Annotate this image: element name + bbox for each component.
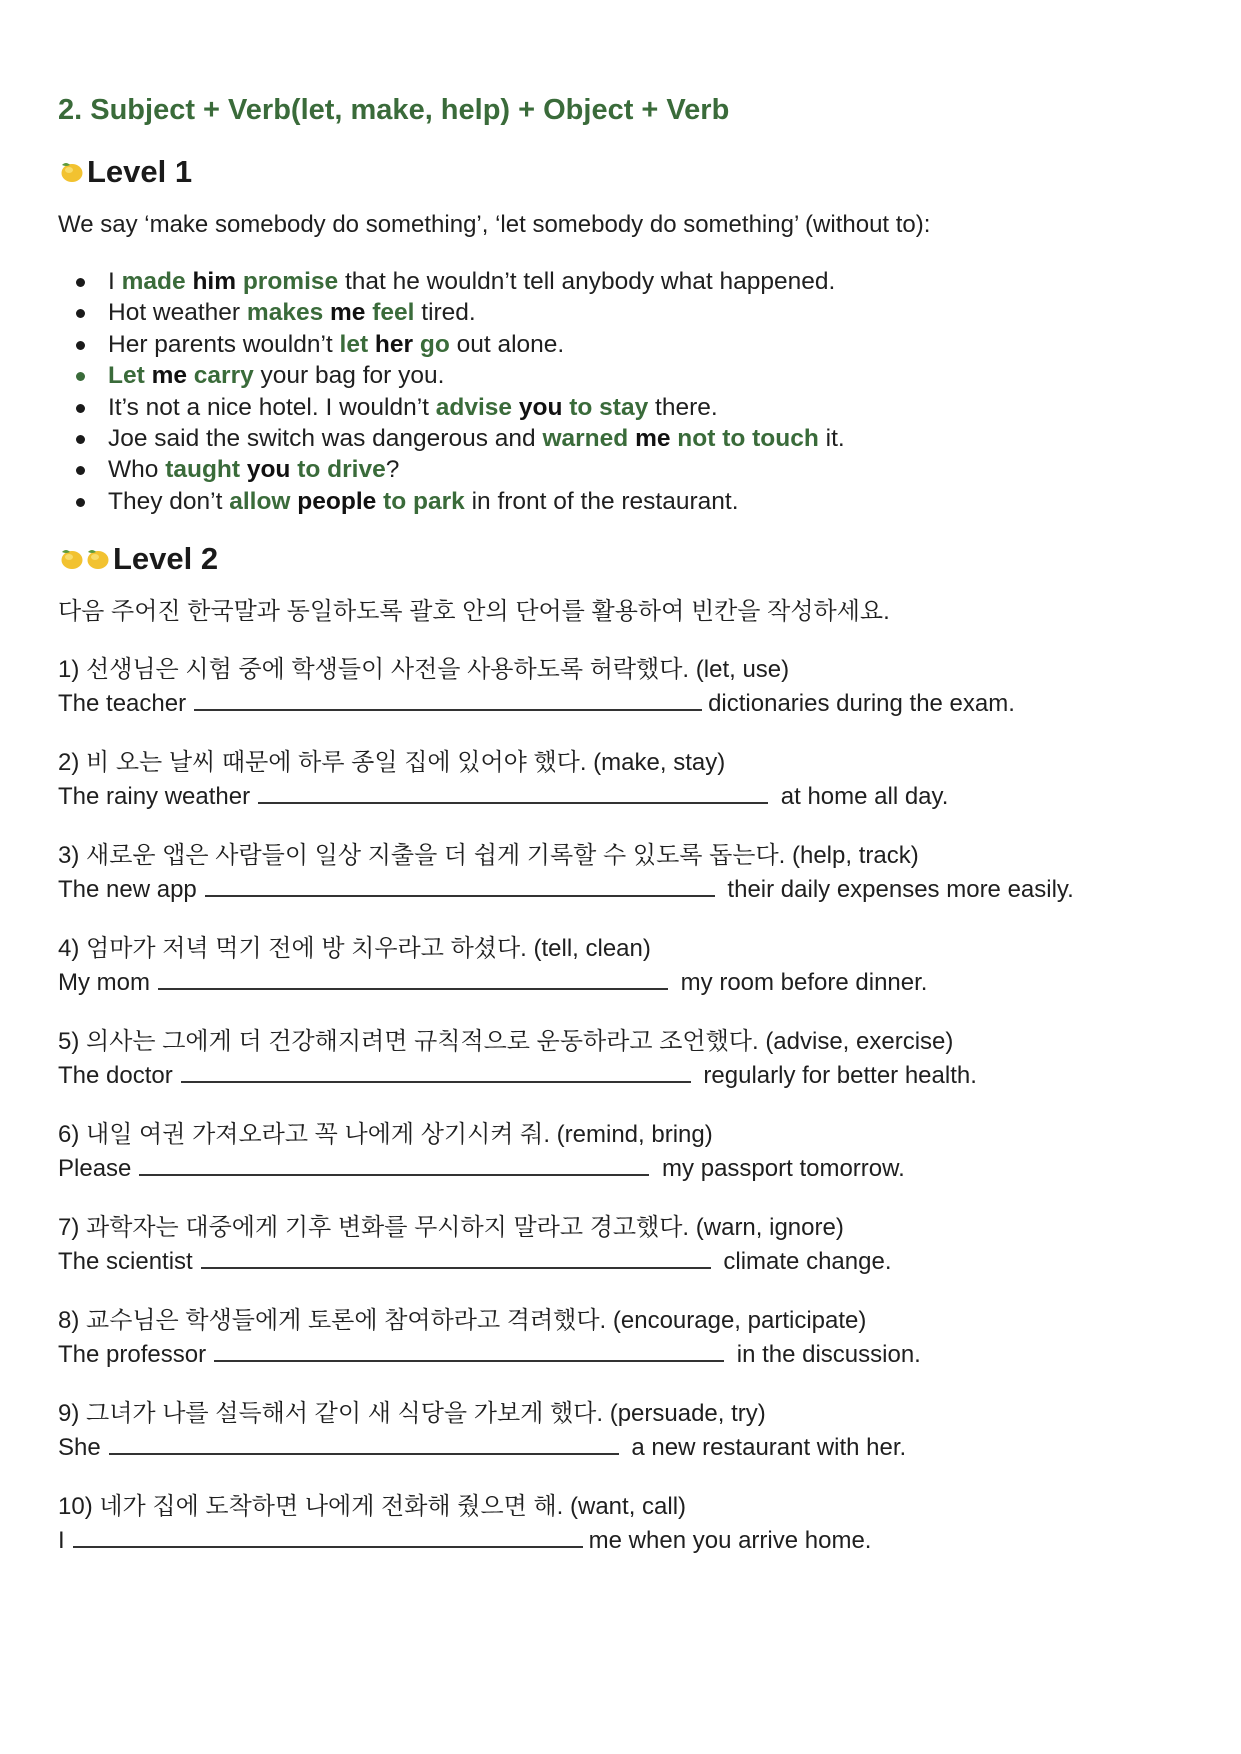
verb-highlight: makes — [246, 299, 324, 327]
question-prompt: 5) 의사는 그에게 더 건강해지려면 규칙적으로 운동하라고 조언했다. (advise, exercise) — [58, 1028, 954, 1056]
question-list — [58, 653, 1188, 1558]
answer-line — [58, 1245, 1188, 1279]
sentence-end: regularly for better health. — [696, 1062, 977, 1090]
question-3 — [58, 839, 1188, 907]
sentence-start: Please — [58, 1155, 132, 1183]
answer-blank[interactable] — [258, 780, 768, 804]
verb-highlight: let — [339, 330, 369, 358]
example-text — [323, 299, 330, 326]
question-5 — [58, 1025, 1188, 1093]
sentence-start: I — [58, 1527, 65, 1555]
section-title: 2. Subject + Verb(let, make, help) + Object + Verb — [58, 94, 730, 126]
example-text: your bag for you. — [253, 362, 445, 390]
verb-highlight: go — [419, 330, 450, 358]
verb-highlight: taught — [165, 456, 241, 484]
worksheet-page — [58, 90, 1188, 1583]
answer-blank[interactable] — [73, 1524, 583, 1548]
question-8 — [58, 1304, 1188, 1372]
example-list — [58, 266, 1188, 517]
level2-instruction: 다음 주어진 한국말과 동일하도록 괄호 안의 단어를 활용하여 빈칸을 작성하세요. — [58, 598, 890, 626]
sentence-end: at home all day. — [774, 783, 949, 811]
example-text: I — [108, 268, 122, 295]
object-highlight: me — [151, 362, 187, 390]
bullet-icon — [76, 498, 85, 507]
level2-heading — [58, 539, 1188, 579]
question-2 — [58, 746, 1188, 814]
example-item — [76, 297, 1188, 328]
sentence-start: The rainy weather — [58, 783, 251, 811]
question-prompt: 2) 비 오는 날씨 때문에 하루 종일 집에 있어야 했다. (make, stay) — [58, 749, 726, 777]
answer-blank[interactable] — [139, 1152, 649, 1176]
example-text: tired. — [414, 299, 476, 327]
bullet-icon — [76, 309, 85, 318]
lemon-icon-group — [58, 547, 110, 571]
lemon-icon-group — [58, 160, 84, 184]
bullet-icon — [76, 341, 85, 350]
answer-line — [58, 687, 1188, 721]
example-item — [76, 423, 1188, 454]
lemon-icon — [58, 547, 84, 571]
example-item — [76, 329, 1188, 360]
answer-blank[interactable] — [205, 873, 715, 897]
question-prompt: 10) 네가 집에 도착하면 나에게 전화해 줬으면 해. (want, call) — [58, 1493, 687, 1521]
verb-highlight: to park — [383, 487, 465, 515]
object-highlight: her — [374, 330, 414, 358]
answer-blank[interactable] — [158, 966, 668, 990]
answer-line — [58, 1431, 1188, 1465]
question-prompt: 4) 엄마가 저녁 먹기 전에 방 치우라고 하셨다. (tell, clean) — [58, 935, 651, 963]
question-prompt: 3) 새로운 앱은 사람들이 일상 지출을 더 쉽게 기록할 수 있도록 돕는다. (help, track) — [58, 842, 919, 870]
object-highlight: you — [518, 393, 563, 421]
question-1 — [58, 653, 1188, 721]
sentence-start: The teacher — [58, 690, 187, 718]
example-text: there. — [648, 393, 718, 421]
example-text: that he wouldn’t tell anybody what happened. — [338, 268, 836, 295]
sentence-start: The new app — [58, 876, 197, 904]
example-text: Hot weather — [108, 299, 247, 327]
question-4 — [58, 932, 1188, 1000]
answer-line — [58, 1524, 1188, 1558]
answer-line — [58, 873, 1188, 907]
question-prompt: 8) 교수님은 학생들에게 토론에 참여하라고 격려했다. (encourage, participate) — [58, 1307, 867, 1335]
example-text: ? — [385, 456, 400, 484]
verb-highlight: to stay — [569, 393, 649, 421]
sentence-end: a new restaurant with her. — [624, 1434, 907, 1462]
sentence-end: climate change. — [716, 1248, 892, 1276]
question-7 — [58, 1211, 1188, 1279]
answer-blank[interactable] — [201, 1245, 711, 1269]
lemon-icon — [84, 547, 110, 571]
sentence-start: She — [58, 1434, 101, 1462]
sentence-start: The professor — [58, 1341, 207, 1369]
sentence-end: my passport tomorrow. — [655, 1155, 905, 1183]
bullet-icon — [76, 435, 85, 444]
object-highlight: people — [297, 487, 377, 515]
verb-highlight: not to touch — [677, 425, 819, 453]
question-prompt: 9) 그녀가 나를 설득해서 같이 새 식당을 가보게 했다. (persuade, try) — [58, 1400, 766, 1428]
sentence-end: dictionaries during the exam. — [708, 690, 1015, 718]
example-text: in front of the restaurant. — [464, 487, 739, 515]
question-6 — [58, 1118, 1188, 1186]
answer-line — [58, 1152, 1188, 1186]
sentence-start: My mom — [58, 969, 150, 997]
example-text: Joe said the switch was dangerous and — [108, 425, 543, 453]
sentence-end: my room before dinner. — [674, 969, 928, 997]
example-text — [413, 331, 420, 358]
level2-title: Level 2 — [113, 541, 219, 577]
question-prompt: 6) 내일 여권 가져오라고 꼭 나에게 상기시켜 줘. (remind, bring) — [58, 1121, 713, 1149]
answer-blank[interactable] — [214, 1338, 724, 1362]
verb-highlight: Let — [108, 362, 145, 390]
example-text: They don’t — [108, 487, 230, 515]
answer-line — [58, 780, 1188, 814]
answer-line — [58, 1059, 1188, 1093]
verb-highlight: to drive — [297, 456, 386, 484]
object-highlight: me — [330, 299, 366, 327]
example-text — [240, 456, 247, 483]
example-text — [145, 362, 152, 389]
example-item — [76, 454, 1188, 485]
sentence-end: me when you arrive home. — [588, 1527, 872, 1555]
answer-line — [58, 1338, 1188, 1372]
sentence-end: in the discussion. — [730, 1341, 921, 1369]
bullet-icon — [76, 466, 85, 475]
verb-highlight: warned — [542, 425, 629, 453]
example-text — [512, 394, 519, 421]
verb-highlight: allow — [229, 487, 291, 515]
lemon-icon — [58, 160, 84, 184]
verb-highlight: promise — [242, 268, 339, 295]
answer-blank[interactable] — [109, 1431, 619, 1455]
answer-blank[interactable] — [194, 687, 702, 711]
example-text: out alone. — [449, 330, 565, 358]
question-9 — [58, 1397, 1188, 1465]
sentence-start: The scientist — [58, 1248, 193, 1276]
level1-title: Level 1 — [87, 154, 193, 189]
level1-heading — [58, 152, 1188, 192]
sentence-end: their daily expenses more easily. — [720, 876, 1074, 904]
object-highlight: you — [246, 456, 291, 484]
example-item — [76, 392, 1188, 423]
example-text — [236, 268, 243, 295]
question-prompt: 7) 과학자는 대중에게 기후 변화를 무시하지 말라고 경고했다. (warn, ignore) — [58, 1214, 844, 1242]
example-text — [368, 331, 375, 358]
bullet-icon — [76, 404, 85, 413]
question-prompt: 1) 선생님은 시험 중에 학생들이 사전을 사용하도록 허락했다. (let, use) — [58, 656, 790, 684]
answer-line — [58, 966, 1188, 1000]
example-item — [76, 360, 1188, 391]
object-highlight: him — [192, 268, 237, 295]
example-text: It’s not a nice hotel. I wouldn’t — [108, 393, 436, 421]
example-text: it. — [818, 425, 845, 453]
bullet-icon — [76, 372, 85, 381]
sentence-start: The doctor — [58, 1062, 173, 1090]
answer-blank[interactable] — [181, 1059, 691, 1083]
question-10 — [58, 1490, 1188, 1558]
level1-intro: We say ‘make somebody do something’, ‘let somebody do something’ (without to): — [58, 211, 931, 238]
verb-highlight: feel — [372, 299, 415, 327]
object-highlight: me — [635, 425, 671, 453]
example-text — [187, 362, 194, 389]
example-item — [76, 486, 1188, 517]
verb-highlight: carry — [193, 362, 254, 390]
verb-highlight: advise — [435, 393, 513, 421]
example-text: Who — [108, 456, 166, 484]
verb-highlight: made — [121, 268, 186, 295]
example-item — [76, 266, 1188, 297]
bullet-icon — [76, 278, 85, 287]
example-text: Her parents wouldn’t — [108, 330, 340, 358]
